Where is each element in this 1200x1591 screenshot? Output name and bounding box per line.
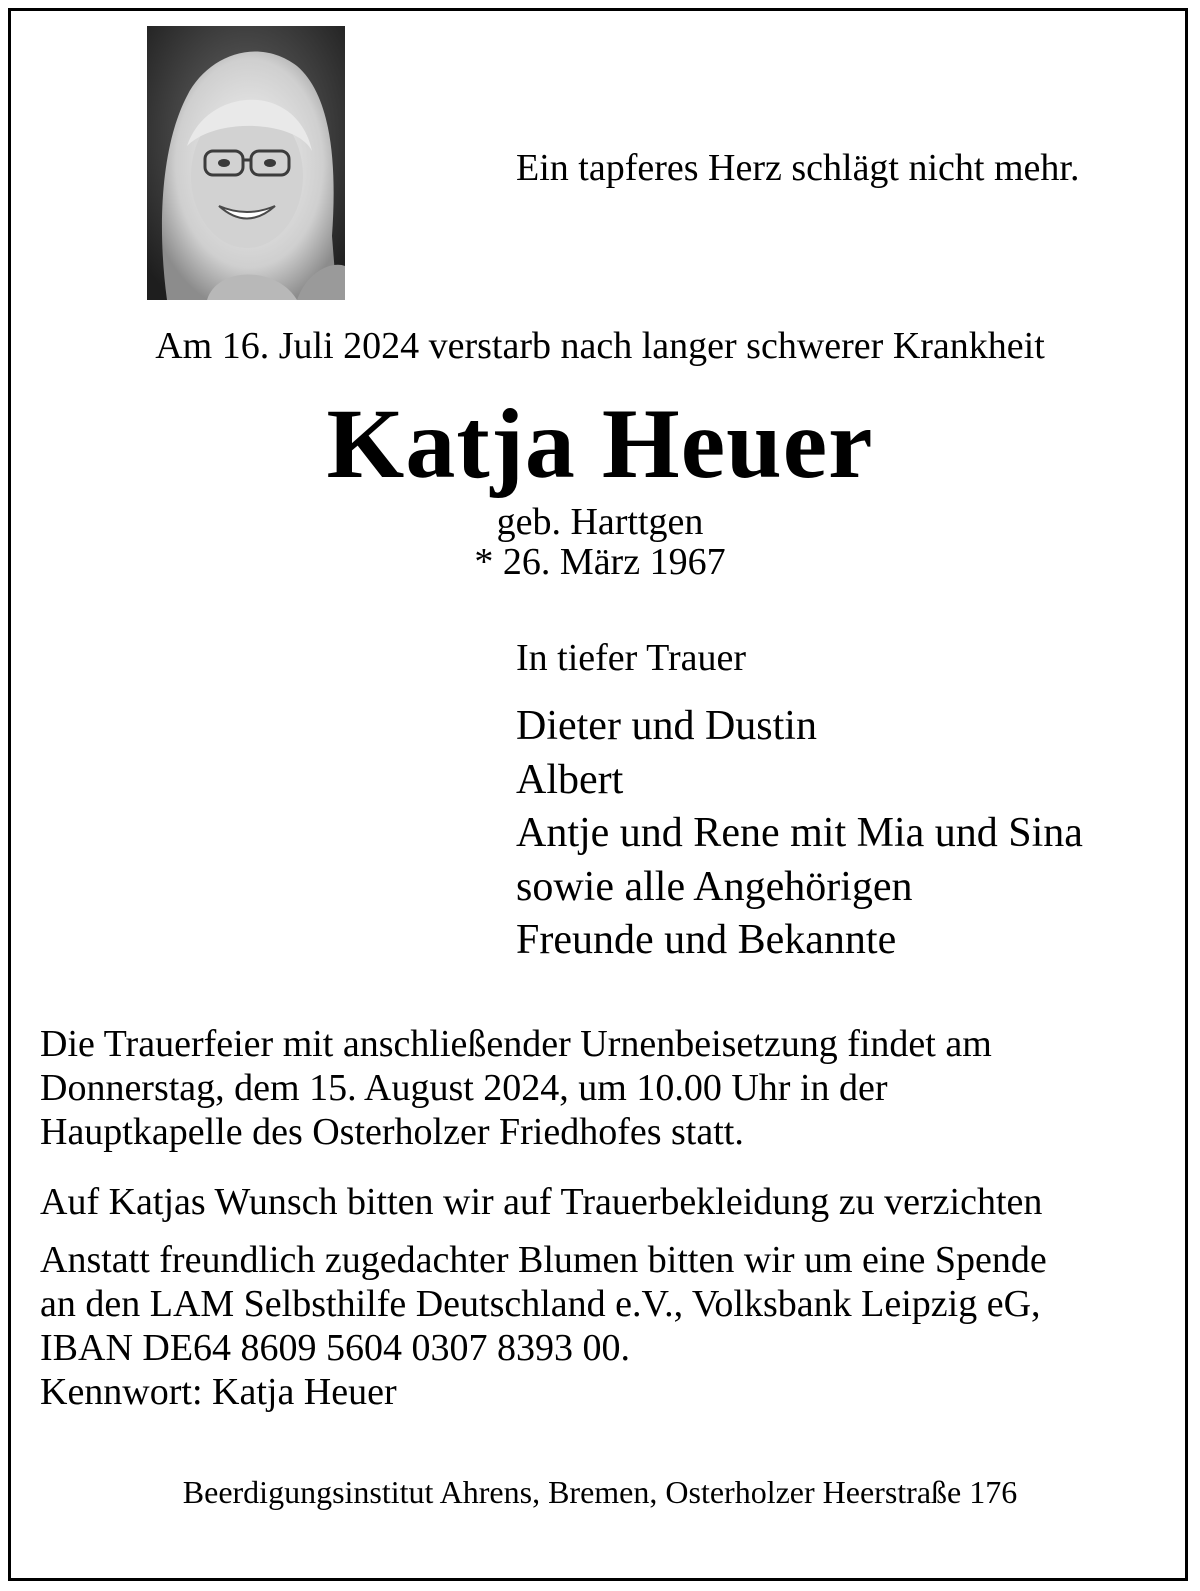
mourner-line: Albert <box>516 756 624 803</box>
mourners-list <box>516 700 1083 968</box>
deceased-name: Katja Heuer <box>326 388 874 499</box>
service-details <box>40 1022 992 1154</box>
death-announcement: Am 16. Juli 2024 verstarb nach langer schwerer Krankheit <box>155 325 1045 367</box>
mourner-line: Antje und Rene mit Mia und Sina <box>516 810 1083 856</box>
birth-date: * 26. März 1967 <box>474 541 726 583</box>
funeral-home-footer: Beerdigungsinstitut Ahrens, Bremen, Osterholzer Heerstraße 176 <box>182 1474 1018 1510</box>
motto: Ein tapferes Herz schlägt nicht mehr. <box>516 147 1080 189</box>
portrait-photo <box>147 26 345 300</box>
mourner-line: sowie alle Angehörigen <box>516 863 913 910</box>
mourner-line: Freunde und Bekannte <box>516 917 897 963</box>
donation-line: IBAN DE64 8609 5604 0307 8393 00. <box>40 1327 631 1369</box>
service-line: Die Trauerfeier mit anschließender Urnenbeisetzung findet am <box>40 1023 992 1065</box>
service-line: Donnerstag, dem 15. August 2024, um 10.00 Uhr in der <box>40 1067 888 1109</box>
service-line: Hauptkapelle des Osterholzer Friedhofes statt. <box>40 1111 744 1153</box>
donation-line: an den LAM Selbsthilfe Deutschland e.V., Volksbank Leipzig eG, <box>40 1283 1041 1325</box>
mourner-line: Dieter und Dustin <box>516 703 817 749</box>
donation-request <box>40 1238 1047 1414</box>
maiden-name: geb. Harttgen <box>496 501 704 543</box>
donation-line: Anstatt freundlich zugedachter Blumen bitten wir um eine Spende <box>40 1239 1047 1281</box>
donation-line: Kennwort: Katja Heuer <box>40 1371 397 1413</box>
clothing-note: Auf Katjas Wunsch bitten wir auf Trauerbekleidung zu verzichten <box>40 1181 1043 1223</box>
mourning-label: In tiefer Trauer <box>516 637 747 679</box>
